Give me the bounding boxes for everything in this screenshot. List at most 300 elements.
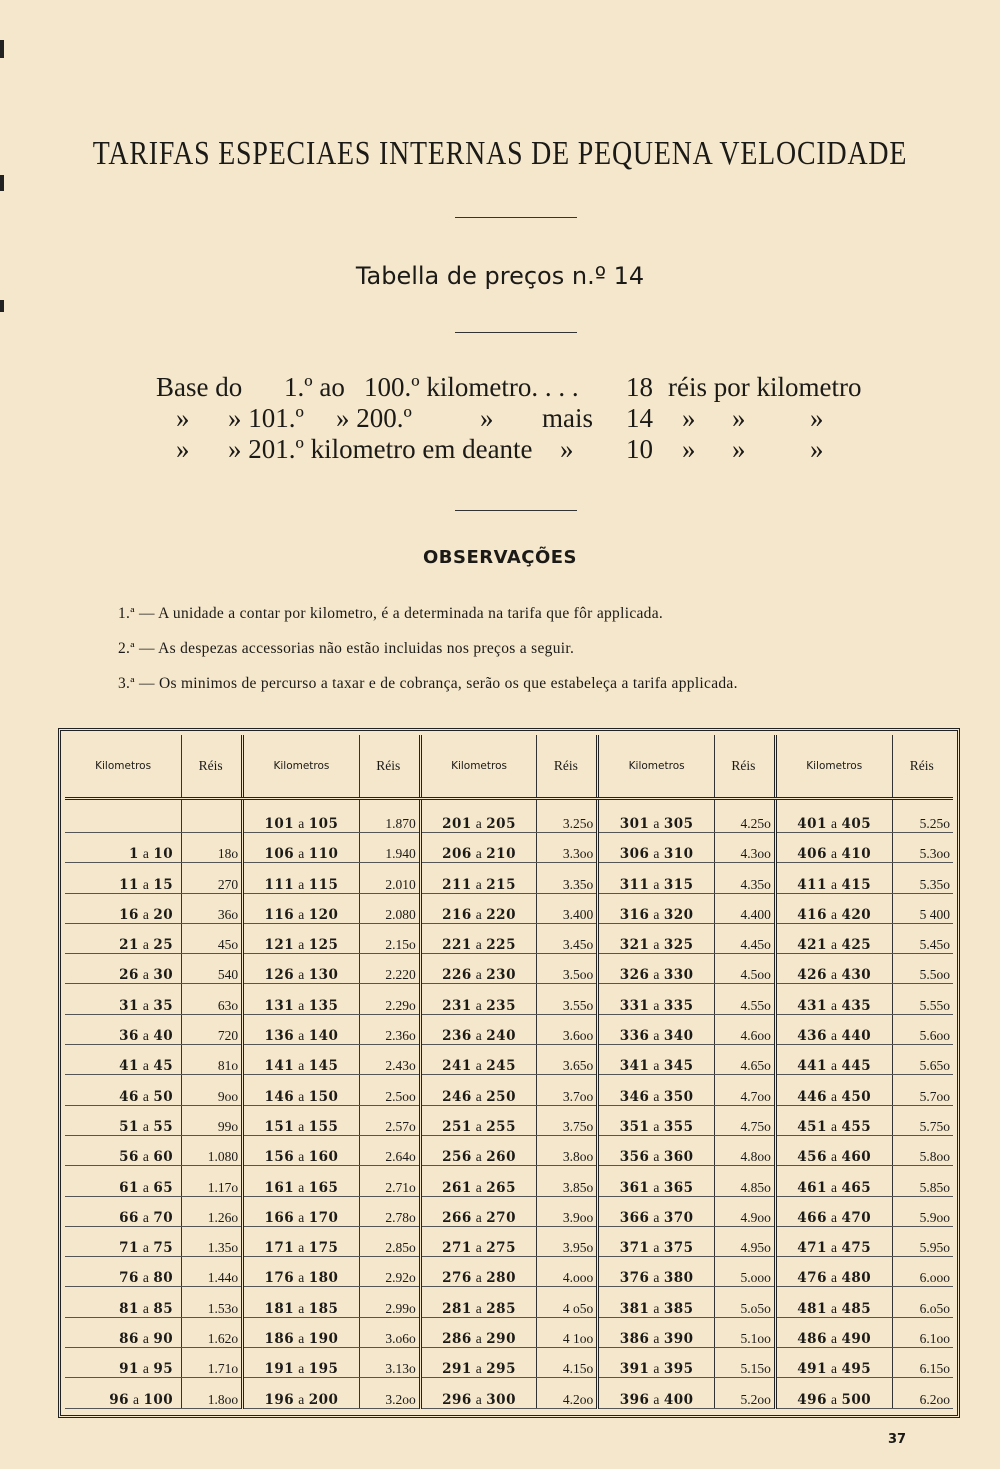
km-connector: a [142,1331,150,1347]
km-to: 160 [308,1149,339,1166]
km-range-cell [243,1075,360,1105]
km-range-cell [420,1226,537,1256]
km-to: 185 [308,1300,339,1317]
km-to: 190 [308,1331,339,1348]
km-from: 221 [442,937,472,954]
price-cell: 2.43o [359,1045,420,1075]
km-range-cell [65,1348,182,1378]
km-from: 396 [619,1391,650,1408]
km-to: 285 [486,1300,516,1317]
price-cell: 5.55o [892,984,953,1014]
km-to: 440 [841,1028,872,1045]
km-range-cell [775,954,892,984]
km-range-cell [598,954,715,984]
km-connector: a [830,1118,838,1134]
km-from: 166 [264,1209,295,1226]
price-cell: 45o [182,923,243,953]
km-to: 305 [663,816,694,832]
km-connector: a [142,876,150,892]
km-connector: a [653,1300,660,1316]
km-connector: a [830,1391,838,1407]
km-from: 76 [119,1270,139,1287]
km-from: 186 [264,1331,295,1348]
base-text: » [682,403,696,433]
table-row [65,833,953,863]
base-text: » [480,403,494,433]
km-to: 85 [153,1300,174,1317]
price-cell: 2.85o [359,1226,420,1256]
km-from: 21 [119,937,139,954]
price-cell: 1.35o [182,1226,243,1256]
km-from: 276 [442,1270,472,1287]
km-connector: a [830,1149,838,1165]
price-cell: 2.92o [359,1257,420,1287]
base-text: » [810,403,824,433]
km-from: 121 [264,937,295,954]
km-to: 125 [308,937,339,954]
km-range-cell [775,984,892,1014]
km-to: 195 [308,1361,339,1378]
km-range-cell [420,1196,537,1226]
km-to: 130 [308,967,339,984]
km-from: 411 [797,876,827,893]
km-to: 270 [486,1209,516,1226]
km-from: 321 [619,937,650,954]
km-from: 1 [129,846,139,863]
km-range-cell [243,1348,360,1378]
page-title: TARIFAS ESPECIAES INTERNAS DE PEQUENA VELOCIDADE [92,135,908,172]
price-cell: 2.71o [359,1166,420,1196]
km-from: 96 [109,1391,130,1408]
km-to: 205 [486,816,516,832]
km-range-cell [420,1317,537,1347]
km-range-cell [598,923,715,953]
table-row [65,923,953,953]
km-to: 20 [153,906,174,923]
km-from: 211 [442,876,472,893]
price-cell: 5.15o [714,1348,775,1378]
price-cell: 3.13o [359,1348,420,1378]
km-range-cell [598,1014,715,1044]
km-to: 325 [663,937,694,954]
price-cell: 1.62o [182,1317,243,1347]
km-from: 451 [797,1118,827,1135]
km-to: 80 [153,1270,174,1287]
km-to: 165 [308,1179,339,1196]
km-to: 40 [153,1028,174,1045]
km-connector: a [142,1028,150,1044]
price-cell: 1.26o [182,1196,243,1226]
km-from: 281 [442,1300,472,1317]
km-from: 31 [119,997,139,1014]
km-to: 335 [663,997,694,1014]
km-to: 345 [663,1058,694,1075]
price-cell: 99o [182,1105,243,1135]
km-connector: a [653,1270,660,1286]
km-to: 490 [841,1331,872,1348]
km-connector: a [653,816,660,831]
km-to: 110 [308,846,339,863]
km-from: 391 [619,1361,650,1378]
price-cell: 3.25o [537,799,598,833]
km-from: 406 [797,846,827,863]
km-from: 246 [442,1088,472,1105]
km-range-cell [775,1135,892,1165]
km-to: 65 [153,1179,174,1196]
km-from: 331 [619,997,650,1014]
km-from: 101 [264,816,295,832]
km-range-cell [65,1045,182,1075]
km-to: 290 [486,1331,516,1348]
km-from: 466 [797,1209,827,1226]
table-row [65,1075,953,1105]
km-range-cell [243,833,360,863]
km-range-cell [775,1317,892,1347]
base-text: » [810,434,824,464]
observations-list [118,605,918,710]
km-connector: a [653,1058,660,1074]
km-from: 496 [797,1391,827,1408]
km-range-cell [775,1378,892,1408]
km-from: 456 [797,1149,827,1166]
price-cell: 4.ooo [537,1257,598,1287]
binding-mark [0,40,4,58]
km-range-cell [243,1226,360,1256]
km-range-cell [598,1045,715,1075]
km-connector: a [142,1118,150,1134]
km-connector: a [653,997,660,1013]
km-range-cell [420,1045,537,1075]
km-connector: a [142,1300,150,1316]
base-text: » [560,434,574,464]
price-cell: 3.35o [537,863,598,893]
km-connector: a [475,1179,483,1195]
price-cell: 3.2oo [359,1378,420,1408]
base-text: » 201.º kilometro em deante [228,434,533,464]
table-row [65,1045,953,1075]
price-cell: 2.64o [359,1135,420,1165]
km-connector: a [298,1391,305,1407]
observation-item [118,675,918,710]
table-row [65,1105,953,1135]
km-to: 340 [663,1028,694,1045]
km-from: 141 [264,1058,295,1075]
km-connector: a [475,937,483,953]
km-range-cell [65,1317,182,1347]
km-range-cell [420,1105,537,1135]
km-to: 135 [308,997,339,1014]
base-text: 1.º ao [284,372,345,402]
price-cell: 4.15o [537,1348,598,1378]
km-connector: a [298,1240,305,1256]
km-from: 36 [119,1028,139,1045]
km-range-cell [65,1378,182,1408]
km-range-cell [420,833,537,863]
km-range-cell [420,893,537,923]
km-connector: a [475,1240,483,1256]
price-cell: 6.15o [892,1348,953,1378]
km-connector: a [475,1361,483,1377]
km-to: 385 [663,1300,694,1317]
km-from: 236 [442,1028,472,1045]
km-connector: a [475,876,483,892]
km-to: 310 [663,846,694,863]
km-from: 271 [442,1240,472,1257]
price-cell: 2.78o [359,1196,420,1226]
km-range-cell [420,1135,537,1165]
km-to: 350 [663,1088,694,1105]
km-to: 300 [486,1391,516,1408]
km-from: 361 [619,1179,650,1196]
km-connector: a [830,1300,838,1316]
km-connector: a [142,1149,150,1165]
km-to: 485 [841,1300,872,1317]
binding-mark [0,175,4,191]
km-to: 10 [153,846,174,863]
km-range-cell [598,833,715,863]
price-cell: 63o [182,984,243,1014]
km-connector: a [830,997,838,1013]
km-range-cell [775,1257,892,1287]
km-connector: a [475,846,483,862]
km-connector: a [830,876,838,892]
km-to: 410 [841,846,872,863]
price-cell: 4 o5o [537,1287,598,1317]
price-cell: 4.5oo [714,954,775,984]
km-range-cell [598,1317,715,1347]
km-range-cell [243,1378,360,1408]
km-from: 26 [119,967,139,984]
km-from: 471 [797,1240,827,1257]
price-cell: 5.5oo [892,954,953,984]
km-from: 201 [442,816,472,832]
km-to: 475 [841,1240,872,1257]
km-connector: a [653,1240,660,1256]
km-from: 366 [619,1209,650,1226]
price-cell: 5.8oo [892,1135,953,1165]
km-range-cell [598,799,715,833]
km-connector: a [475,1088,483,1104]
price-cell: 3.400 [537,893,598,923]
km-from: 341 [619,1058,650,1075]
base-text: » [176,434,190,464]
km-from: 16 [119,906,139,923]
km-range-cell [420,984,537,1014]
km-from: 266 [442,1209,472,1226]
km-to: 60 [153,1149,174,1166]
price-cell: 5.65o [892,1045,953,1075]
km-to: 360 [663,1149,694,1166]
column-header-kilometros: Kilometros [243,735,360,799]
km-to: 435 [841,997,872,1014]
km-to: 395 [663,1361,694,1378]
km-from: 191 [264,1361,295,1378]
km-range-cell [243,1135,360,1165]
km-range-cell [243,799,360,833]
price-cell: 3.65o [537,1045,598,1075]
price-cell: 3.45o [537,923,598,953]
km-from: 386 [619,1331,650,1348]
km-from: 51 [119,1118,139,1135]
km-from: 231 [442,997,472,1014]
km-to: 500 [841,1391,872,1408]
km-from: 401 [797,816,827,832]
price-cell: 1.870 [359,799,420,833]
column-header-reis: Réis [182,735,243,799]
km-connector: a [653,1149,660,1165]
km-range-cell [65,1075,182,1105]
km-connector: a [653,1179,660,1195]
table-row [65,799,953,833]
km-to: 330 [663,967,694,984]
km-to: 115 [308,876,339,893]
km-from: 381 [619,1300,650,1317]
km-connector: a [298,1088,305,1104]
km-range-cell [65,954,182,984]
km-range-cell [243,863,360,893]
km-from: 86 [119,1331,139,1348]
km-to: 240 [486,1028,516,1045]
price-cell: 3.6oo [537,1014,598,1044]
column-header-reis: Réis [537,735,598,799]
km-connector: a [653,1391,660,1407]
km-range-cell [420,954,537,984]
base-text: » [176,403,190,433]
km-range-cell [420,1348,537,1378]
km-connector: a [142,1270,150,1286]
km-range-cell [775,1075,892,1105]
km-from: 326 [619,967,650,984]
km-to: 430 [841,967,872,984]
km-connector: a [830,967,838,983]
km-from: 461 [797,1179,827,1196]
km-from: 131 [264,997,295,1014]
km-connector: a [653,1118,660,1134]
column-header-kilometros: Kilometros [775,735,892,799]
km-range-cell [65,1105,182,1135]
km-from: 151 [264,1118,295,1135]
page-number: 37 [888,1432,907,1447]
km-to: 495 [841,1361,872,1378]
km-connector: a [142,1209,150,1225]
km-connector: a [298,1118,305,1134]
km-from: 486 [797,1331,827,1348]
km-to: 355 [663,1118,694,1135]
km-range-cell [598,1166,715,1196]
km-range-cell [420,1166,537,1196]
km-connector: a [830,846,838,862]
price-cell: 1.44o [182,1257,243,1287]
km-to: 150 [308,1088,339,1105]
price-cell: 5.85o [892,1166,953,1196]
observations-heading: OBSERVAÇÕES [422,547,578,568]
km-from: 71 [119,1240,139,1257]
base-text: mais [542,403,593,433]
km-connector: a [475,967,483,983]
price-cell: 4.55o [714,984,775,1014]
km-from: 126 [264,967,295,984]
price-cell: 4.85o [714,1166,775,1196]
km-from: 351 [619,1118,650,1135]
km-connector: a [298,937,305,953]
km-to: 255 [486,1118,516,1135]
price-cell: 5.o5o [714,1287,775,1317]
km-from: 91 [119,1361,139,1378]
price-cell: 5 400 [892,893,953,923]
km-connector: a [830,1331,838,1347]
km-from: 41 [119,1058,139,1075]
km-to: 315 [663,876,694,893]
price-cell: 4.95o [714,1226,775,1256]
km-range-cell [598,1196,715,1226]
km-to: 380 [663,1270,694,1287]
price-cell: 270 [182,863,243,893]
table-row [65,1166,953,1196]
base-text: » 101.º [228,403,304,433]
base-rate: 14 [626,403,653,433]
km-connector: a [142,1179,150,1195]
km-from: 371 [619,1240,650,1257]
km-from: 196 [264,1391,295,1408]
km-range-cell [598,1075,715,1105]
price-cell: 2.5oo [359,1075,420,1105]
price-cell: 5.75o [892,1105,953,1135]
km-to: 175 [308,1240,339,1257]
table-row [65,1287,953,1317]
price-cell: 6.1oo [892,1317,953,1347]
km-from: 376 [619,1270,650,1287]
binding-mark [0,300,4,312]
observation-text: 1.ª — A unidade a contar por kilometro, é a determinada na tarifa que fôr applicada. [118,605,664,622]
km-connector: a [653,906,660,922]
km-to: 15 [153,876,174,893]
km-range-cell [243,1045,360,1075]
divider [455,217,577,218]
km-to: 120 [308,906,339,923]
observation-text: 3.ª — Os minimos de percurso a taxar e de cobrança, serão os que estabeleça a tarifa applicada. [118,675,738,692]
table-row [65,1226,953,1256]
km-from: 106 [264,846,295,863]
price-cell: 6.ooo [892,1257,953,1287]
price-cell: 4.2oo [537,1378,598,1408]
km-from: 56 [119,1149,139,1166]
km-range-cell [598,984,715,1014]
km-range-cell [243,954,360,984]
price-cell: 1.17o [182,1166,243,1196]
km-connector: a [298,1209,305,1225]
km-connector: a [653,876,660,892]
km-range-cell [420,1014,537,1044]
km-to: 480 [841,1270,872,1287]
price-cell [182,799,243,833]
price-cell: 3.o6o [359,1317,420,1347]
km-range-cell [420,1257,537,1287]
km-connector: a [133,1391,140,1407]
km-range-cell [243,1014,360,1044]
km-connector: a [142,967,150,983]
km-to: 45 [153,1058,174,1075]
km-range-cell [65,1014,182,1044]
km-to: 215 [486,876,516,893]
km-to: 245 [486,1058,516,1075]
base-text: » [732,434,746,464]
km-range-cell [65,833,182,863]
km-from: 301 [619,816,650,832]
base-line [150,434,880,465]
km-connector: a [830,1028,838,1044]
km-connector: a [653,1209,660,1225]
price-cell: 3.95o [537,1226,598,1256]
